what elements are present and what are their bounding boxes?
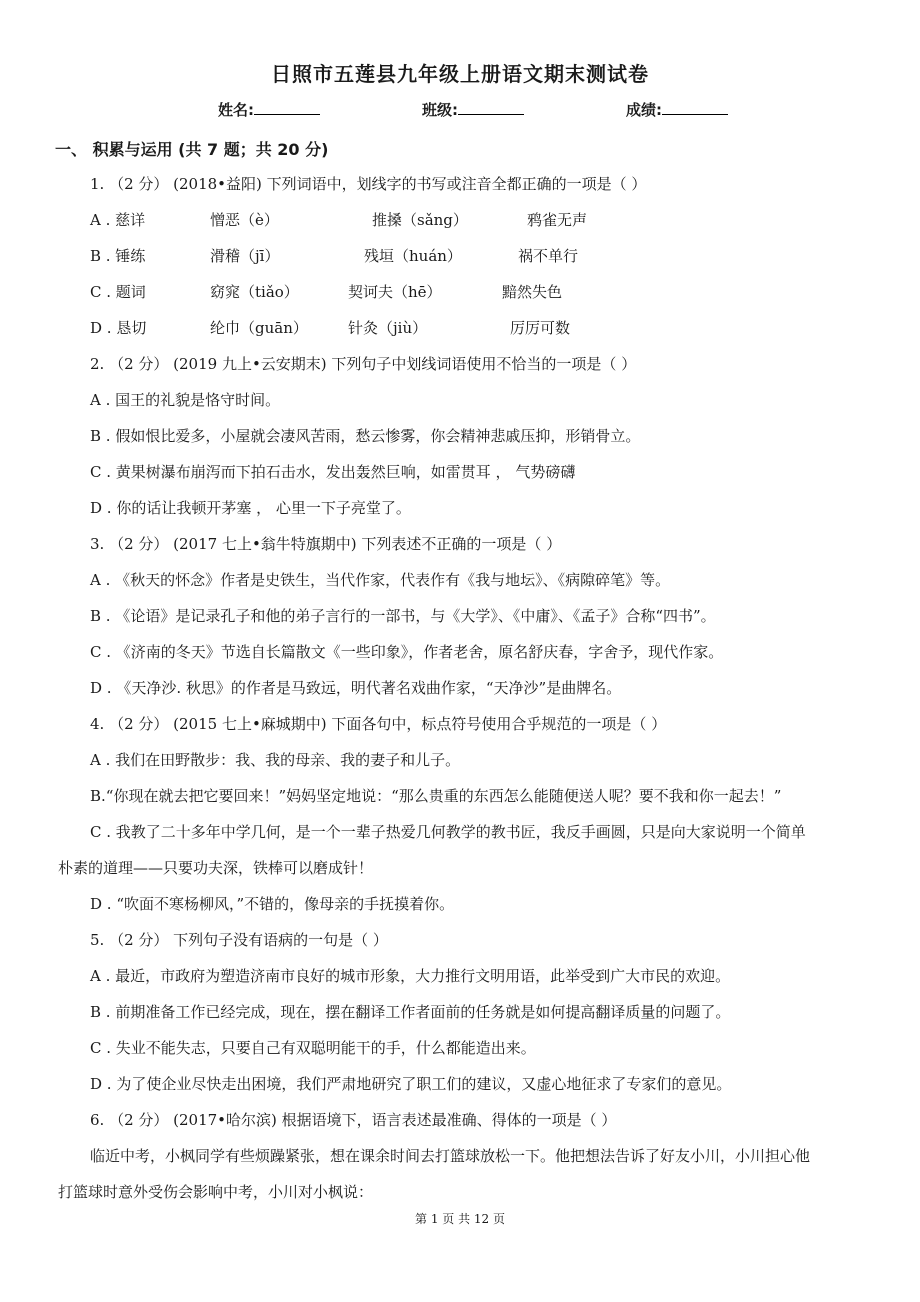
score-label: 成绩: <box>626 101 662 119</box>
q1-option-b: B . 锤练 <box>90 247 146 265</box>
question-4-stem: 4. （2 分） (2015 七上•麻城期中) 下面各句中，标点符号使用合乎规范的一项是（ ） <box>90 715 667 733</box>
q1-option-a-word-3: 推搡（sǎng） <box>372 211 468 229</box>
q1-option-b-word-2: 滑稽（jī） <box>210 247 280 265</box>
q2-option-b: B . 假如恨比爱多，小屋就会凄风苦雨，愁云惨雾，你会精神悲戚压抑，形销骨立。 <box>90 427 641 445</box>
page-title: 日照市五莲县九年级上册语文期末测试卷 <box>271 62 649 86</box>
class-label: 班级: <box>422 101 458 119</box>
question-3-stem: 3. （2 分） (2017 七上•翁牛特旗期中) 下列表述不正确的一项是（ ） <box>90 535 562 553</box>
question-6-stem: 6. （2 分） (2017•哈尔滨) 根据语境下，语言表述最准确、得体的一项是（ ） <box>90 1111 617 1129</box>
section-heading: 一、 积累与运用 (共 7 题；共 20 分) <box>55 140 329 159</box>
q5-option-b: B . 前期准备工作已经完成，现在，摆在翻译工作者面前的任务就是如何提高翻译质量的问题了。 <box>90 1003 731 1021</box>
q1-option-c-word-3: 契诃夫（hē） <box>348 283 442 301</box>
question-1-stem: 1. （2 分） (2018•益阳) 下列词语中，划线字的书写或注音全都正确的一项是（ ） <box>90 175 647 193</box>
question-5-stem: 5. （2 分） 下列句子没有语病的一句是（ ） <box>90 931 388 949</box>
q1-option-b-word-3: 残垣（huán） <box>364 247 462 265</box>
q1-option-d-word-3: 针灸（jiù） <box>348 319 428 337</box>
q1-option-d-word-2: 纶巾（guān） <box>210 319 308 337</box>
q3-option-c: C . 《济南的冬天》节选自长篇散文《一些印象》，作者老舍，原名舒庆春，字舍予，现代作家。 <box>90 643 724 661</box>
q5-option-a: A . 最近，市政府为塑造济南市良好的城市形象，大力推行文明用语，此举受到广大市民的欢迎。 <box>90 967 731 985</box>
q2-option-c: C . 黄果树瀑布崩泻而下拍石击水，发出轰然巨响，如雷贯耳 ， 气势磅礴 <box>90 463 576 481</box>
score-field <box>626 99 728 120</box>
q3-option-a: A . 《秋天的怀念》作者是史铁生，当代作家，代表作有《我与地坛》、《病隙碎笔》等。 <box>90 571 671 589</box>
q1-option-c-word-2: 窈窕（tiǎo） <box>210 283 299 301</box>
q4-option-c-continued: 朴素的道理——只要功夫深，铁棒可以磨成针！ <box>58 859 374 877</box>
q6-context-line-1: 临近中考，小枫同学有些烦躁紧张，想在课余时间去打篮球放松一下。他把想法告诉了好友小川，小川担心他 <box>90 1147 811 1165</box>
q1-option-b-word-4: 祸不单行 <box>518 247 579 265</box>
name-field <box>218 99 320 120</box>
name-label: 姓名: <box>218 101 254 119</box>
q3-option-b: B . 《论语》是记录孔子和他的弟子言行的一部书，与《大学》、《中庸》、《孟子》合称“四书”。 <box>90 607 716 625</box>
q4-option-d: D . “吹面不寒杨柳风，”不错的，像母亲的手抚摸着你。 <box>90 895 455 913</box>
q4-option-a: A . 我们在田野散步：我、我的母亲、我的妻子和儿子。 <box>90 751 461 769</box>
class-field <box>422 99 524 120</box>
score-blank <box>662 100 728 115</box>
q2-option-a: A . 国王的礼貌是恪守时间。 <box>90 391 281 409</box>
q6-context-line-2: 打篮球时意外受伤会影响中考，小川对小枫说： <box>58 1183 374 1201</box>
q5-option-d: D . 为了使企业尽快走出困境，我们严肃地研究了职工们的建议，又虚心地征求了专家们的意见。 <box>90 1075 732 1093</box>
q2-option-d: D . 你的话让我顿开茅塞 ， 心里一下子亮堂了。 <box>90 499 411 517</box>
q1-option-a-word-4: 鸦雀无声 <box>527 211 588 229</box>
class-blank <box>458 100 524 115</box>
q1-option-c: C . 题词 <box>90 283 146 301</box>
q1-option-c-word-4: 黯然失色 <box>502 283 563 301</box>
q1-option-a-word-2: 憎恶（è） <box>210 211 279 229</box>
question-2-stem: 2. （2 分） (2019 九上•云安期末) 下列句子中划线词语使用不恰当的一项是（ ） <box>90 355 637 373</box>
name-blank <box>254 100 320 115</box>
q1-option-a: A . 慈详 <box>90 211 146 229</box>
q1-option-d: D . 恳切 <box>90 319 147 337</box>
q3-option-d: D . 《天净沙. 秋思》的作者是马致远，明代著名戏曲作家，“天净沙”是曲牌名。 <box>90 679 622 697</box>
q5-option-c: C . 失业不能失志，只要自己有双聪明能干的手，什么都能造出来。 <box>90 1039 536 1057</box>
page-footer: 第 1 页 共 12 页 <box>415 1212 505 1226</box>
q1-option-d-word-4: 厉厉可数 <box>510 319 571 337</box>
q4-option-c: C . 我教了二十多年中学几何，是一个一辈子热爱几何教学的教书匠，我反手画圆，只是向大家说明一个简单 <box>90 823 806 841</box>
q4-option-b: B.“你现在就去把它要回来！”妈妈坚定地说：“那么贵重的东西怎么能随便送人呢？要不我和你一起去！” <box>90 787 782 805</box>
